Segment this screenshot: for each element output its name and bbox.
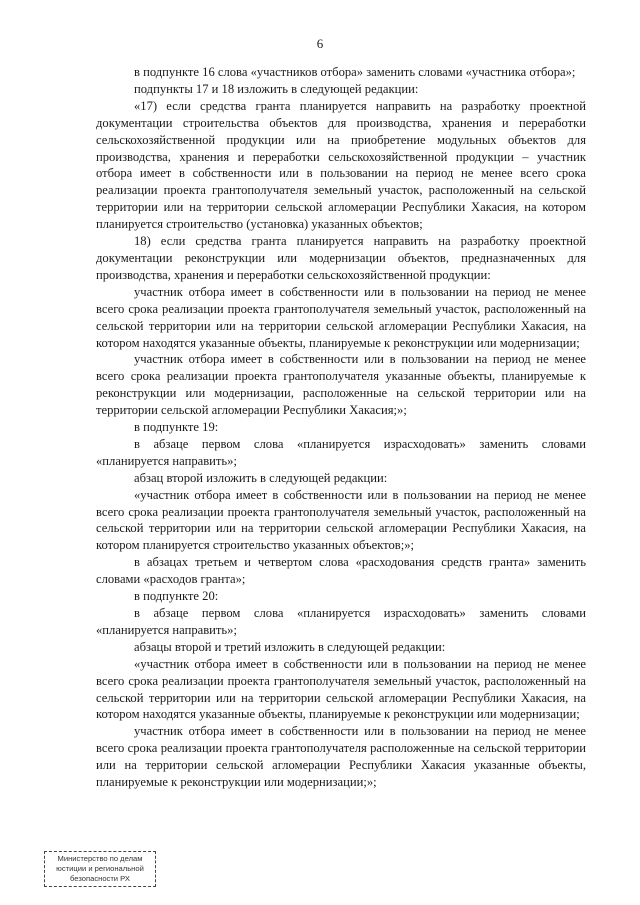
paragraph-14: абзацы второй и третий изложить в следующей редакции: — [134, 639, 446, 654]
paragraph-10: «участник отбора имеет в собственности или в пользовании на период не менее всего срока реализации проекта грантополучателя земельный участок, расположенный на сельской территории или на территории сельской агломерации Республики Хакасия, на котором планируется строительство указанных объектов;»; — [96, 487, 586, 553]
page-number: 6 — [316, 36, 324, 51]
paragraph-5: участник отбора имеет в собственности или в пользовании на период не менее всего срока реализации проекта грантополучателя земельный участок, расположенный на сельской территории или на территории сельской агломерации Республики Хакасия, на котором находятся указанные объекты, планируемые к реконструкции или модернизации; — [96, 284, 586, 350]
paragraph-12: в подпункте 20: — [134, 589, 219, 604]
stamp-line-3: безопасности РХ — [70, 874, 130, 883]
paragraph-8: в абзаце первом слова «планируется израсходовать» заменить словами «планируется направить»; — [96, 436, 586, 468]
stamp-line-2: юстиции и региональной — [56, 864, 144, 873]
registration-stamp — [44, 851, 156, 887]
stamp-line-1: Министерство по делам — [57, 854, 143, 863]
paragraph-1: в подпункте 16 слова «участников отбора» заменить словами «участника отбора»; — [134, 65, 576, 79]
paragraph-6: участник отбора имеет в собственности или в пользовании на период не менее всего срока реализации проекта грантополучателя указанные объекты, планируемые к реконструкции или модернизации, расположенные на сельской территории или на территории сельской агломерации Республики Хакасия;»; — [96, 352, 586, 418]
paragraph-2: подпункты 17 и 18 изложить в следующей редакции: — [134, 81, 419, 96]
paragraph-13: в абзаце первом слова «планируется израсходовать» заменить словами «планируется направить»; — [96, 606, 586, 637]
paragraph-3: «17) если средства гранта планируется направить на разработку проектной документации строительства объектов для производства, хранения и переработки сельскохозяйственной продукции или на приобретение модульных объектов для производства, хранения и переработки сельскохозяйственной продукции – участник отбора имеет в собственности или в пользовании на период не менее всего срока реализации проекта грантополучателя земельный участок, расположенный на сельской территории или на территории сельской агломерации Республики Хакасия, на котором планируется строительство (установка) указанных объектов; — [96, 98, 586, 232]
paragraph-4: 18) если средства гранта планируется направить на разработку проектной документации реконструкции или модернизации объектов, предназначенных для производства, хранения и переработки сельскохозяйственной продукции: — [96, 234, 586, 282]
paragraph-7: в подпункте 19: — [134, 420, 219, 435]
paragraph-11: в абзацах третьем и четвертом слова «расходования средств гранта» заменить словами «расходов гранта»; — [96, 555, 586, 587]
document-body — [96, 64, 586, 791]
paragraph-9: абзац второй изложить в следующей редакции: — [134, 470, 388, 485]
paragraph-15: «участник отбора имеет в собственности или в пользовании на период не менее всего срока реализации проекта грантополучателя земельный участок, расположенный на сельской территории или на территории сельской агломерации Республики Хакасия, на котором находятся указанные объекты, планируемые к реконструкции или модернизации; — [96, 656, 586, 722]
paragraph-16: участник отбора имеет в собственности или в пользовании на период не менее всего срока реализации проекта грантополучателя расположенные на сельской территории или на территории сельской агломерации Республики Хакасия указанные объекты, планируемые к реконструкции или модернизации;»; — [96, 724, 586, 790]
